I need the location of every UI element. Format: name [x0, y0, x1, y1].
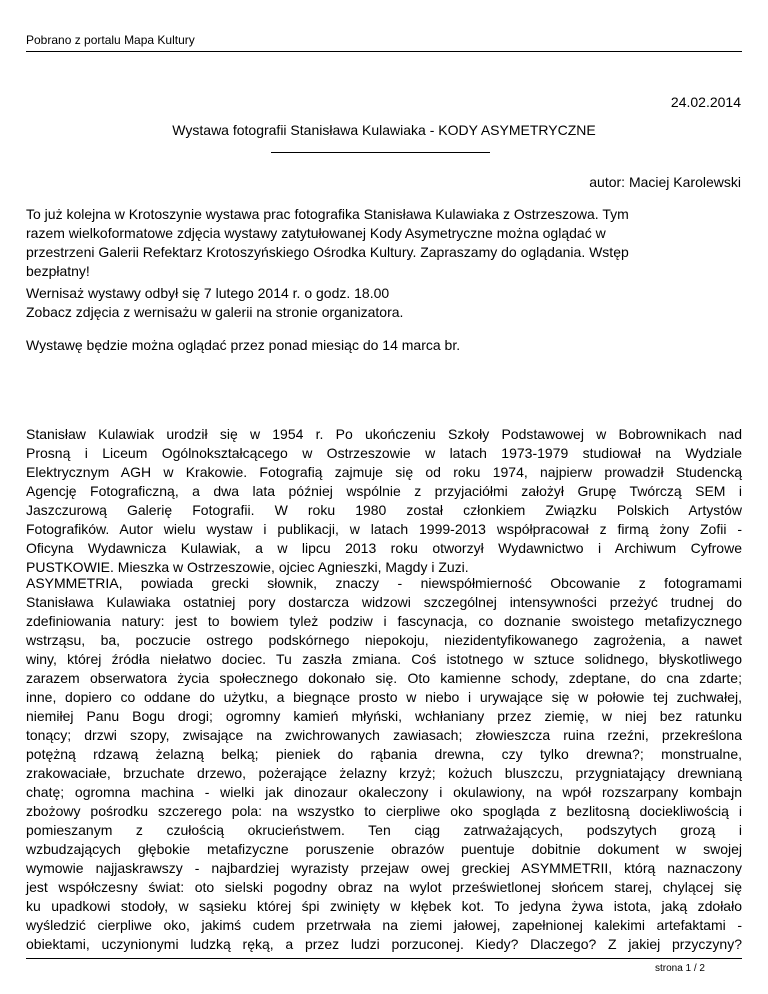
essay-line: zdefiniowania natury: jest to bowiem tyleż podziw i fascynacja, co doznanie swoistego metafizycznego — [26, 613, 742, 629]
article-author: autor: Maciej Karolewski — [589, 174, 741, 190]
essay-paragraph — [26, 574, 742, 954]
essay-line: winy, której źródła niełatwo dociec. Tu zaszła zmiana. Coś istotnego w sztuce solidnego, błyskotliwego — [26, 651, 742, 667]
bio-line: Jaszczurową Galerię Fotografii. W roku 1980 został członkiem Związku Polskich Artystów — [26, 502, 742, 518]
intro-line: razem wielkoformatowe zdjęcia wystawy zatytułowanej Kody Asymetryczne można oglądać w — [26, 225, 606, 241]
bio-line: Agencję Fotograficzną, a dwa lata później wspólnie z przyjaciółmi założył Grupę Twórczą SEM i — [26, 483, 742, 499]
essay-line: tonący; drzwi szopy, zwisające na zwichrowanych zawiasach; złowieszcza ruina rzeźni, przekreślona — [26, 727, 742, 743]
bio-line: Prosną i Liceum Ogólnokształcącego w Ostrzeszowie w latach 1973-1979 studiował na Wydziale — [26, 445, 742, 461]
essay-line: wstrząsu, ba, poczucie ostrego podskórnego niepokoju, niezidentyfikowanego zagrożenia, a nawet — [26, 632, 742, 648]
essay-line: pomieszanym z czułością okrucieństwem. Ten ciąg zatrważających, podszytych grozą i — [26, 822, 742, 838]
bio-paragraph — [26, 425, 742, 577]
duration-paragraph — [26, 336, 742, 355]
essay-line: Stanisława Kulawiaka ostatniej pory dostarcza widzowi szczególnej intensywności przeżyć trudnej do — [26, 594, 742, 610]
duration-line: Wystawę będzie można oglądać przez ponad miesiąc do 14 marca br. — [26, 337, 461, 353]
article-title: Wystawa fotografii Stanisława Kulawiaka - KODY ASYMETRYCZNE — [172, 122, 596, 138]
vernissage-line: Zobacz zdjęcia z wernisażu w galerii na stronie organizatora. — [26, 304, 404, 320]
essay-line: jest współczesny świat: oto sielski pogodny obraz na wylot prześwietlonej słońcem starej, chylącej się — [26, 879, 742, 895]
essay-line: wzbudzających głębokie metafizyczne poruszenie obrazów puentuje dobitnie dokument w swojej — [26, 841, 742, 857]
vernissage-line: Wernisaż wystawy odbył się 7 lutego 2014 r. o godz. 18.00 — [26, 285, 390, 301]
essay-line: chatę; ogromna machina - wielki jak dinozaur okaleczony i okulawiony, na wpół rozszarpany kombajn — [26, 784, 742, 800]
footer-divider — [26, 958, 742, 959]
essay-line: zrakowaciałe, brzuchate drzewo, pożerające żelazny krzyż; kożuch bluszczu, przygniatający drewnianą — [26, 765, 742, 781]
essay-line: obiektami, uczynionymi ludzką ręką, a przez ludzi porzuconej. Kiedy? Dlaczego? Z jakiej przyczyny? — [26, 936, 742, 952]
bio-line: Stanisław Kulawiak urodził się w 1954 r. Po ukończeniu Szkoły Podstawowej w Bobrownikach nad — [26, 426, 742, 442]
essay-line: wymowie najjaskrawszy - najbardziej wyrazisty przejaw owej greckiej ASYMMETRII, którą naznaczony — [26, 860, 742, 876]
essay-line: zbożowy pośrodku szczerego pola: na wszystko to cierpliwe oko spogląda z bezlitosną dociekliwością i — [26, 803, 742, 819]
intro-line: bezpłatny! — [26, 263, 90, 279]
essay-line: inne, dopiero co oddane do użytku, a biegnące prosto w niebo i urywające się w połowie tej zuchwałej, — [26, 689, 742, 705]
bio-line: Fotografików. Autor wielu wystaw i publikacji, w latach 1999-2013 współpracował z firmą żony Zofii - — [26, 521, 742, 537]
essay-line: wyśledzić cierpliwe oko, jakimś cudem przetrwała na ziemi jałowej, zapełnionej kalekimi artefaktami - — [26, 917, 742, 933]
essay-line: ASYMMETRIA, powiada grecki słownik, znaczy - niewspółmierność Obcowanie z fotogramami — [26, 575, 742, 591]
bio-line: Oficyna Wydawnicza Kulawiak, a w lipcu 2013 roku otworzył Wydawnictwo i Archiwum Cyfrowe — [26, 540, 742, 556]
bio-line: Elektrycznym AGH w Krakowie. Fotografią zajmuje się od roku 1974, najpierw prowadził Studencką — [26, 464, 742, 480]
essay-line: ku upadkowi stodoły, w sąsieku której śpi zwinięty w kłębek kot. To jedyna żywa istota, jaką zdołało — [26, 898, 742, 914]
page-number: strona 1 / 2 — [654, 963, 705, 974]
intro-line: przestrzeni Galerii Refektarz Krotoszyńskiego Ośrodka Kultury. Zapraszamy do oglądania. Wstęp — [26, 244, 629, 260]
bio-line: PUSTKOWIE. Mieszka w Ostrzeszowie, ojciec Agnieszki, Magdy i Zuzi. — [26, 559, 469, 575]
essay-line: potężną rdzawą żelazną belką; pieniek do rąbania drewna, czy tylko drewna?; monstrualne, — [26, 746, 742, 762]
intro-line: To już kolejna w Krotoszynie wystawa prac fotografika Stanisława Kulawiaka z Ostrzeszowa. Tym — [26, 206, 629, 222]
article-date: 24.02.2014 — [670, 94, 741, 110]
intro-paragraph — [26, 205, 742, 281]
title-underline — [271, 152, 490, 153]
portal-header: Pobrano z portalu Mapa Kultury — [26, 33, 195, 47]
vernissage-paragraph — [26, 284, 742, 322]
header-divider — [26, 51, 742, 52]
essay-line: zarazem obserwatora życia społecznego dokonało się. Oto kamienne schody, zdeptane, do cna zdarte; — [26, 670, 742, 686]
essay-line: niemiłej Panu Bogu drogi; ogromny kamień młyński, wchłaniany przez ziemię, w niej bez ratunku — [26, 708, 742, 724]
